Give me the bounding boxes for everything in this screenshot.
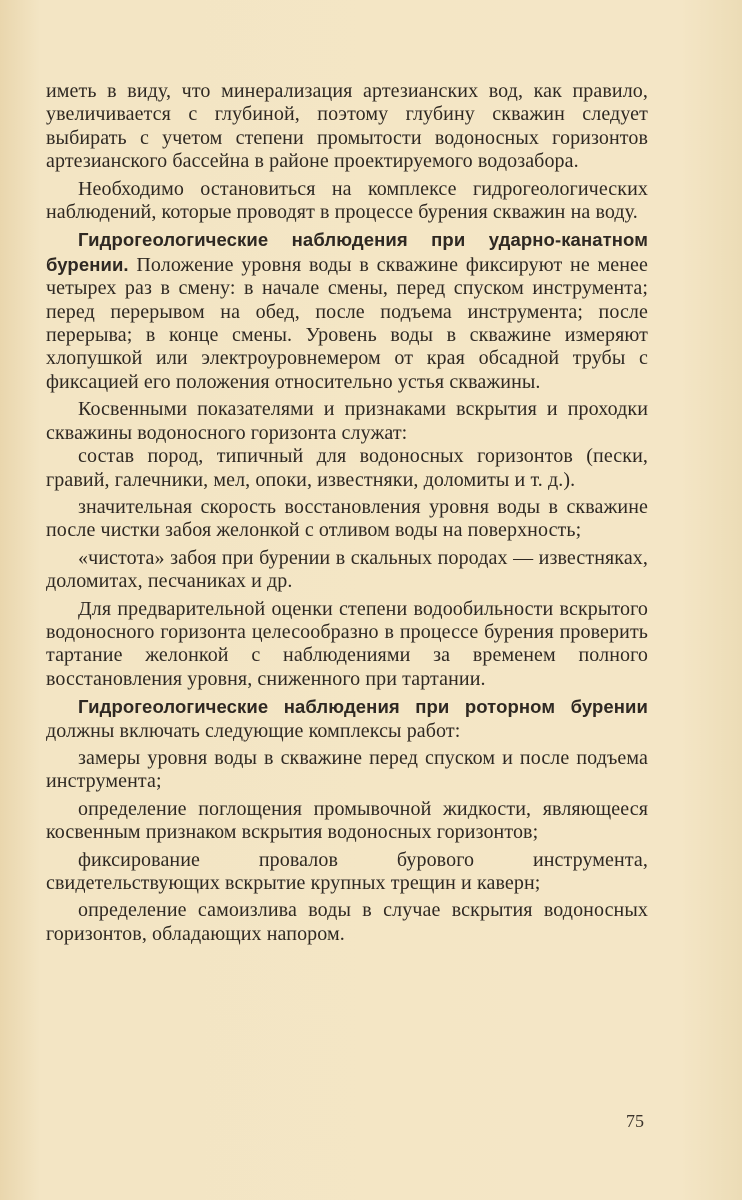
list-item: определение поглощения промывочной жидкости, являющееся косвенным признаком вскрытия водоносных горизонтов; — [46, 797, 648, 844]
paragraph: Для предварительной оценки степени водообильности вскрытого водоносного горизонта целесообразно в процессе бурения проверить тартание желонкой с наблюдениями за временем полного восстановления уровня, сниженного при тартании. — [46, 597, 648, 690]
body-text — [46, 80, 648, 946]
list-item: состав пород, типичный для водоносных горизонтов (пески, гравий, галечники, мел, опоки, известняки, доломиты и т. д.). — [46, 445, 648, 491]
list-item: фиксирование провалов бурового инструмента, свидетельствующих вскрытие крупных трещин и каверн; — [46, 848, 648, 894]
run-in-heading: Гидрогеологические наблюдения при ударно-канатном бурении. — [46, 229, 648, 275]
list-item: определение самоизлива воды в случае вскрытия водоносных горизонтов, обладающих напором. — [46, 899, 648, 945]
page-number: 75 — [626, 1111, 644, 1131]
paragraph: иметь в виду, что минерализация артезианских вод, как правило, увеличивается с глубиной, поэтому глубину скважин следует выбирать с учетом степени промытости водоносных горизонтов артезианского бассейна в районе проектируемого водозабора. — [46, 80, 648, 173]
paragraph-with-heading — [46, 228, 648, 394]
paragraph-text: должны включать следующие комплексы работ: — [46, 719, 461, 742]
paragraph-text: Положение уровня воды в скважине фиксируют не менее четырех раз в смену: в начале смены, перед спуском инструмента; перед перерывом на обед, после подъема инструмента; после перерыва; в конце смены. Уровень воды в скважине измеряют хлопушкой или электроуровнемером от края обсадной трубы с фиксацией его положения относительно устья скважины. — [46, 253, 648, 393]
run-in-heading: Гидрогеологические наблюдения при роторном бурении — [78, 696, 648, 718]
paragraph: Косвенными показателями и признаками вскрытия и проходки скважины водоносного горизонта служат: — [46, 398, 648, 444]
paragraph-with-heading — [46, 695, 648, 743]
list-item: замеры уровня воды в скважине перед спуском и после подъема инструмента; — [46, 746, 648, 793]
list-item: значительная скорость восстановления уровня воды в скважине после чистки забоя желонкой с отливом воды на поверхность; — [46, 495, 648, 542]
paragraph: Необходимо остановиться на комплексе гидрогеологических наблюдений, которые проводят в процессе бурения скважин на воду. — [46, 177, 648, 224]
list-item: «чистота» забоя при бурении в скальных породах — известняках, доломитах, песчаниках и др. — [46, 546, 648, 593]
